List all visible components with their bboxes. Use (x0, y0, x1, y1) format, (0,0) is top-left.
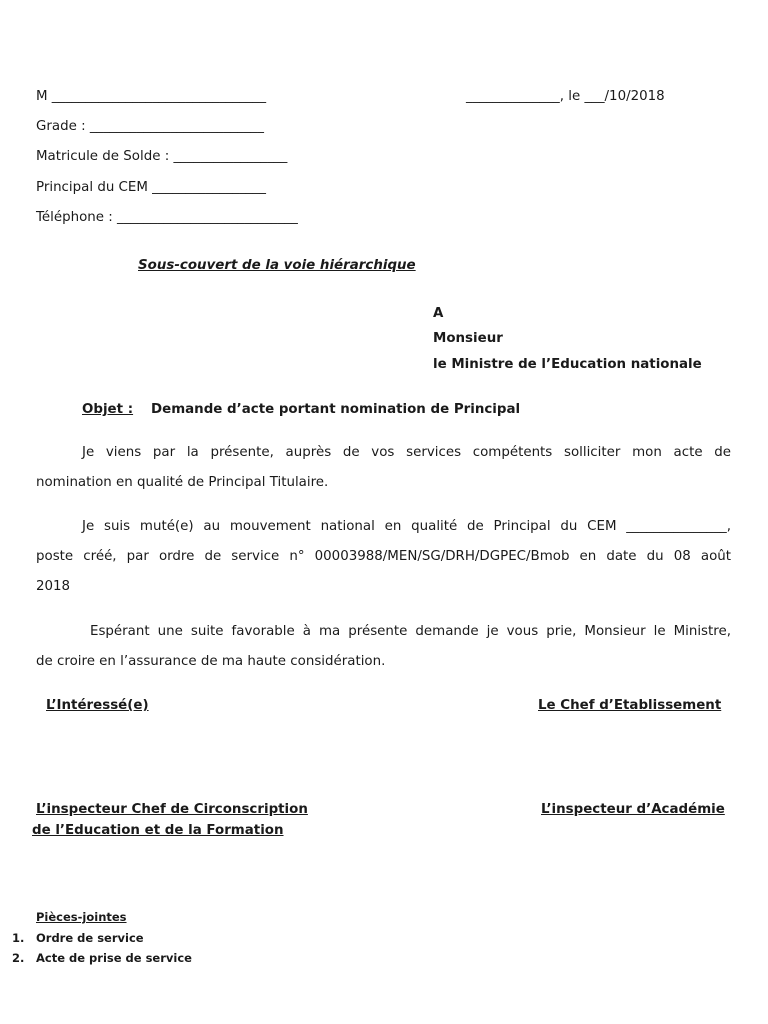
signature-inspecteur-circonscription-line-2: de l’Education et de la Formation (32, 823, 284, 838)
name-field-line: M ________________________________ (36, 89, 267, 104)
list-item-number: 2. (12, 951, 25, 965)
matricule-field-line: Matricule de Solde : _________________ (36, 149, 288, 164)
list-item: Ordre de service (36, 931, 144, 945)
pieces-jointes-title: Pièces-jointes (36, 910, 127, 924)
paragraph-1-line-1: Je viens par la présente, auprès de vos services compétents solliciter mon acte de (82, 445, 731, 460)
paragraph-2-line-2: poste créé, par ordre de service n° 00003988/MEN/SG/DRH/DGPEC/Bmob en date du 08 août (36, 549, 731, 564)
list-item-number: 1. (12, 931, 25, 945)
place-date-line: ______________, le ___/10/2018 (466, 89, 665, 104)
recipient-ministre: le Ministre de l’Education nationale (433, 357, 702, 372)
recipient-a: A (433, 306, 444, 321)
grade-field-line: Grade : __________________________ (36, 119, 264, 134)
signature-inspecteur-circonscription-line-1: L’inspecteur Chef de Circonscription (36, 802, 308, 817)
paragraph-2-line-3: 2018 (36, 579, 71, 594)
list-item: Acte de prise de service (36, 951, 192, 965)
principal-cem-field-line: Principal du CEM _________________ (36, 180, 267, 195)
objet-text: Demande d’acte portant nomination de Principal (151, 402, 521, 417)
paragraph-3-line-2: de croire en l’assurance de ma haute considération. (36, 654, 386, 669)
signature-interesse: L’Intéressé(e) (46, 698, 149, 713)
recipient-monsieur: Monsieur (433, 331, 503, 346)
objet-label: Objet : (82, 402, 134, 417)
signature-chef-etablissement: Le Chef d’Etablissement (538, 698, 722, 713)
sous-couvert-heading: Sous-couvert de la voie hiérarchique (138, 258, 416, 273)
telephone-field-line: Téléphone : ___________________________ (36, 210, 298, 225)
paragraph-2-line-1: Je suis muté(e) au mouvement national en qualité de Principal du CEM _______________, (82, 519, 731, 534)
paragraph-3-line-1: Espérant une suite favorable à ma présente demande je vous prie, Monsieur le Ministre, (90, 624, 731, 639)
signature-inspecteur-academie: L’inspecteur d’Académie (541, 802, 725, 817)
paragraph-1-line-2: nomination en qualité de Principal Titulaire. (36, 475, 329, 490)
